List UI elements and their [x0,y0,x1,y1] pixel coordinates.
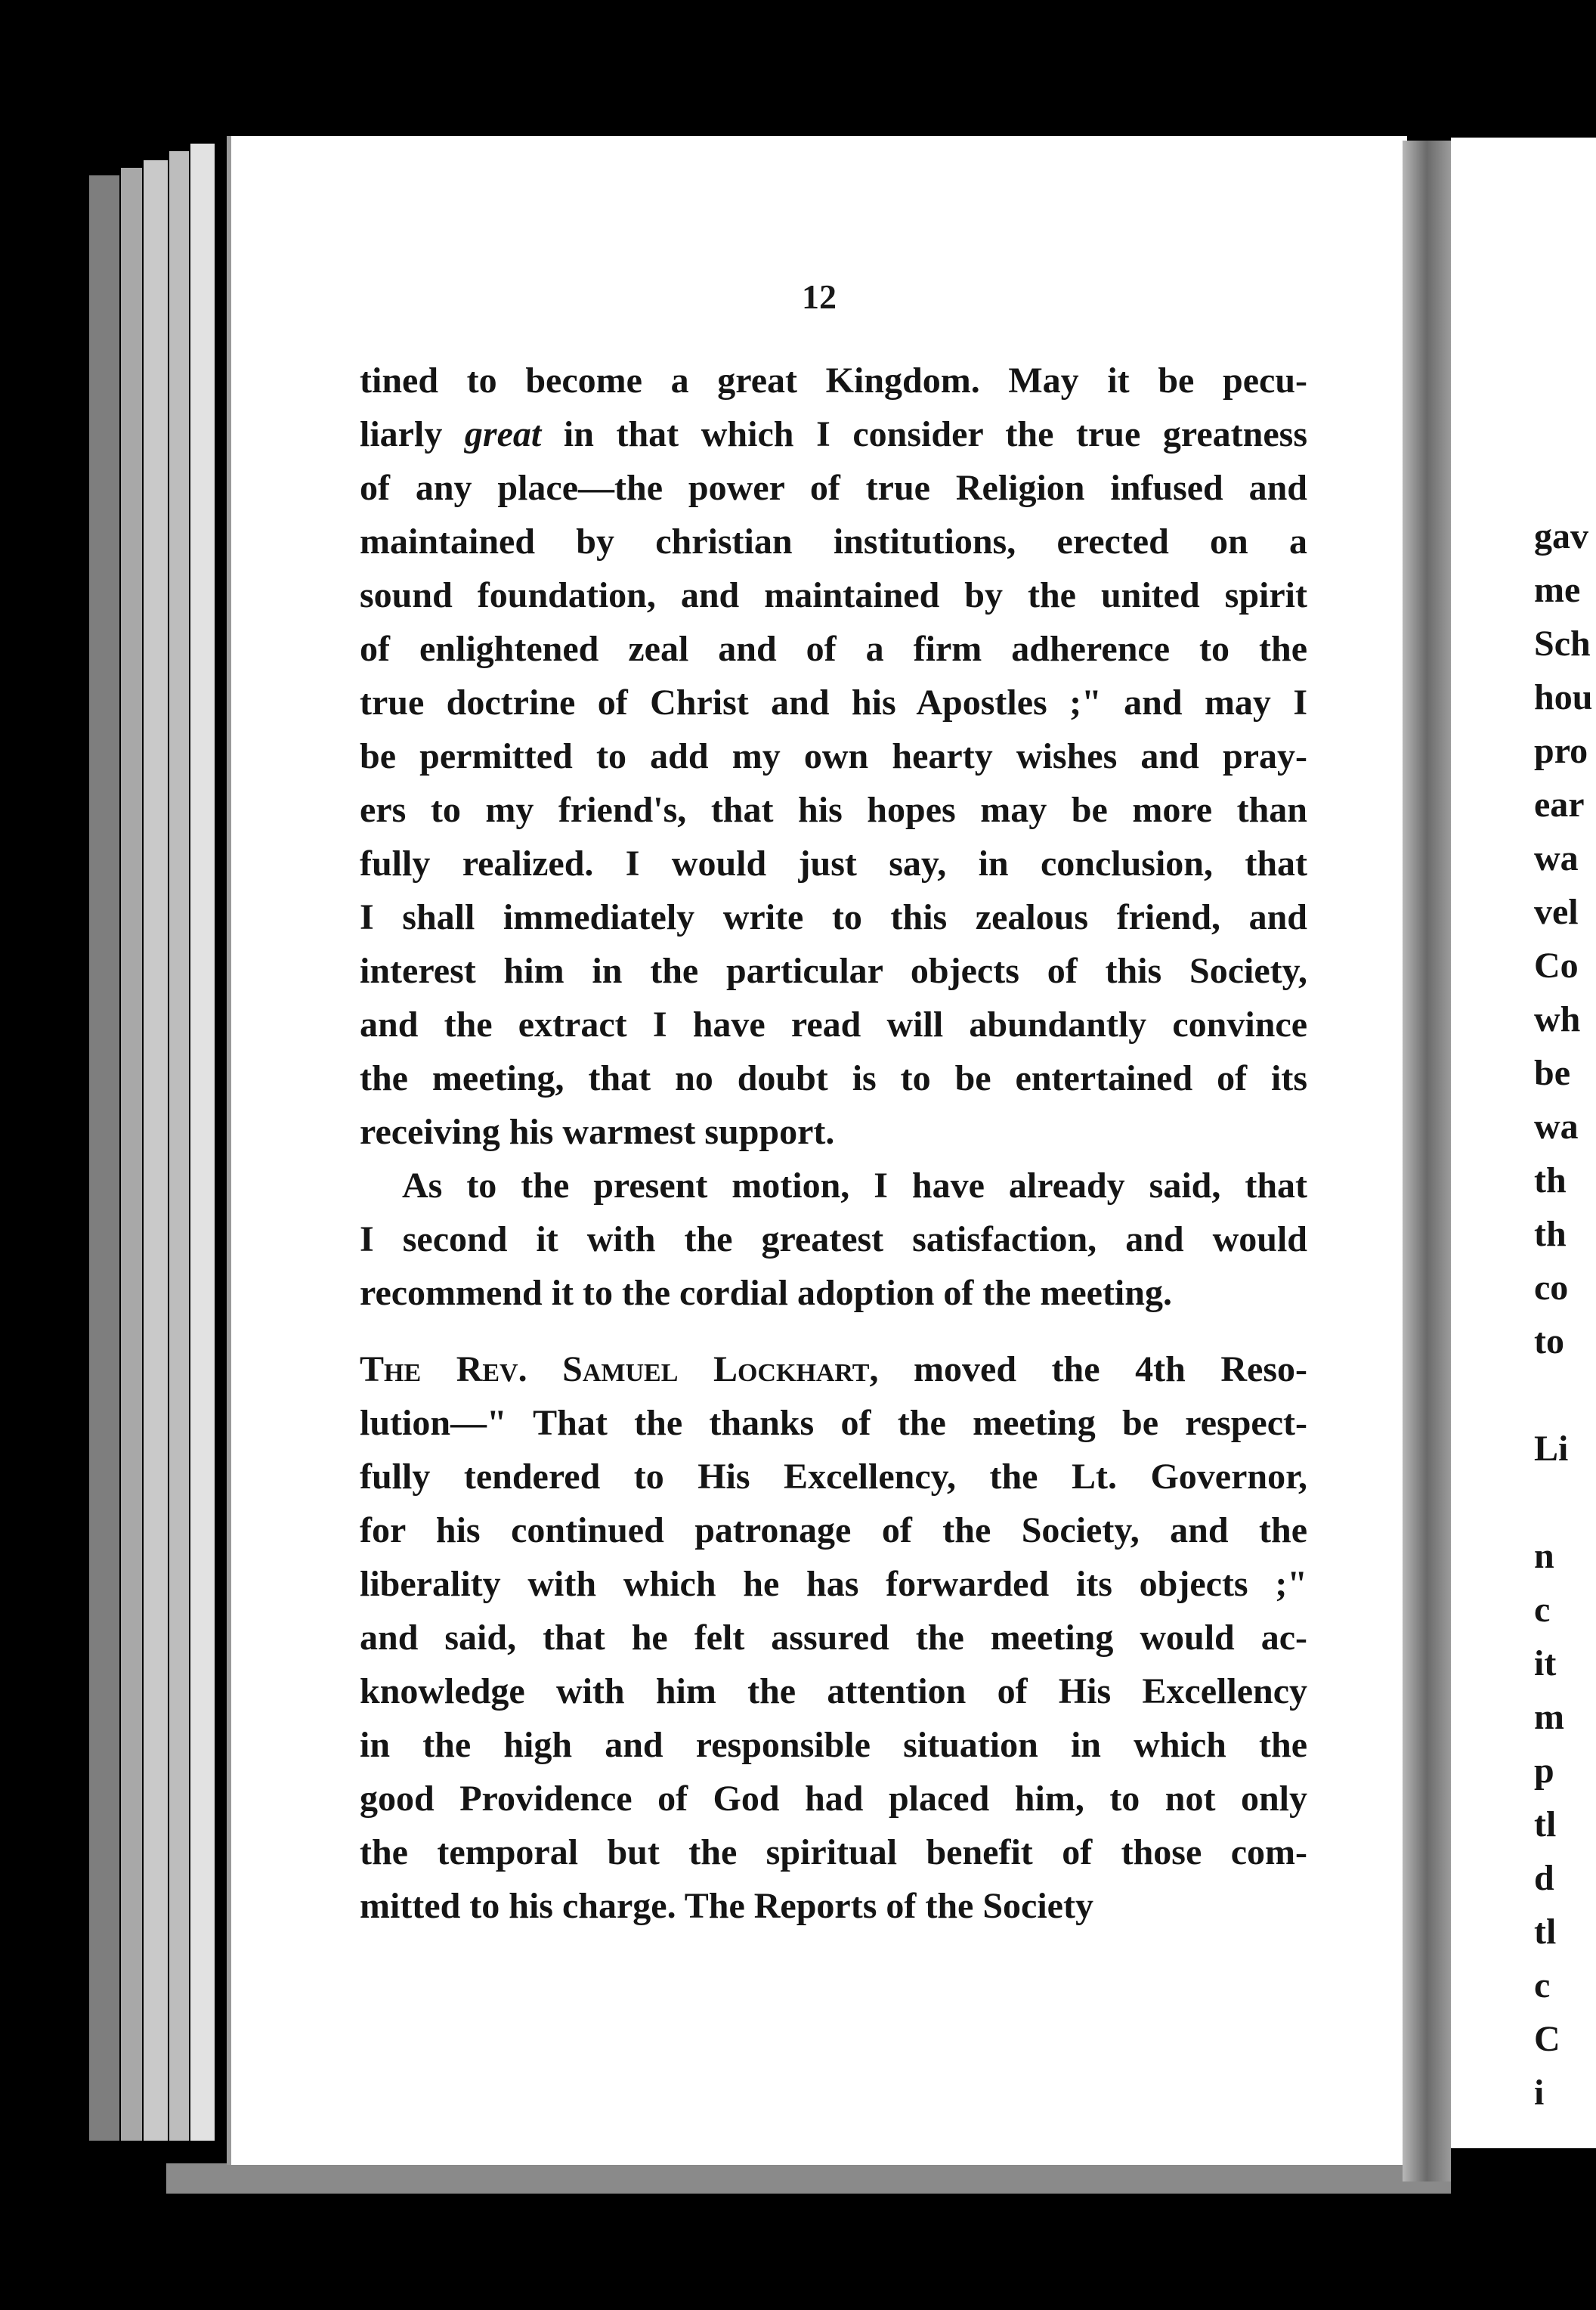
text-line: of any place—the power of true Religion infused and [360,468,1307,508]
paragraph [360,1159,1307,1320]
text-line: knowledge with him the attention of His Excellency [360,1671,1307,1711]
text-line: tined to become a great Kingdom. May it be pecu- [360,361,1307,401]
text-line: for his continued patronage of the Society, and the [360,1510,1307,1550]
book-edge [190,144,215,2141]
text-line: maintained by christian institutions, erected on a [360,522,1307,562]
book-edge [169,151,189,2141]
facing-text-fragment: pro [1534,731,1588,771]
facing-text-fragment: Co [1534,946,1579,986]
facing-text-fragment: th [1534,1160,1567,1200]
facing-text-fragment: c [1534,1590,1551,1630]
book-page [227,136,1407,2165]
facing-text-fragment [1534,1475,1596,1529]
facing-page-text [1534,509,1596,2120]
paragraph [360,354,1307,1159]
facing-text-fragment: ear [1534,785,1585,825]
facing-text-fragment: wh [1534,999,1581,1039]
facing-text-fragment: be [1534,1053,1570,1093]
book-edge [89,175,119,2141]
facing-text-fragment: n [1534,1536,1554,1576]
text-line: I second it with the greatest satisfaction, and would [360,1219,1307,1259]
facing-text-fragment: hou [1534,677,1593,717]
text-line: interest him in the particular objects of this Society, [360,951,1307,991]
text-line: the temporal but the spiritual benefit of those com- [360,1832,1307,1872]
facing-text-fragment: c [1534,1965,1551,2005]
facing-text-fragment: Li [1534,1429,1569,1469]
facing-text-fragment: p [1534,1751,1554,1791]
text-line: I shall immediately write to this zealous friend, and [360,897,1307,937]
text-line: of enlightened zeal and of a firm adherence to the [360,629,1307,669]
text-line: in the high and responsible situation in which the [360,1725,1307,1765]
facing-page [1451,138,1596,2148]
book-bottom-edge [166,2163,1451,2194]
facing-text-fragment: i [1534,2073,1545,2113]
facing-text-fragment: C [1534,2019,1560,2059]
facing-text-fragment: me [1534,570,1581,610]
facing-text-fragment: gav [1534,516,1588,556]
facing-text-fragment: Sch [1534,624,1591,664]
text-line: good Providence of God had placed him, to not only [360,1779,1307,1819]
facing-text-fragment [1534,1368,1596,1422]
text-line: and said, that he felt assured the meeting would ac- [360,1618,1307,1658]
text-line: recommend it to the cordial adoption of the meeting. [360,1273,1172,1313]
text-line: liarly great in that which I consider the true greatness [360,414,1307,454]
facing-text-fragment: wa [1534,1107,1579,1147]
facing-text-fragment: to [1534,1321,1564,1361]
text-line: ers to my friend's, that his hopes may be more than [360,790,1307,830]
text-line: sound foundation, and maintained by the united spirit [360,575,1307,615]
text-line: The Rev. Samuel Lockhart, moved the 4th Reso- [360,1349,1307,1389]
text-line: lution—" That the thanks of the meeting be respect- [360,1403,1307,1443]
text-line: As to the present motion, I have already said, that [402,1166,1307,1206]
facing-text-fragment: th [1534,1214,1567,1254]
text-line: be permitted to add my own hearty wishes and pray- [360,736,1307,776]
body-text [360,354,1307,1933]
text-line: true doctrine of Christ and his Apostles ;" and may I [360,683,1307,723]
text-line: liberality with which he has forwarded its objects ;" [360,1564,1307,1604]
book-gutter [1403,141,1451,2181]
facing-text-fragment: d [1534,1858,1554,1898]
book-edge [144,160,168,2141]
text-line: fully tendered to His Excellency, the Lt. Governor, [360,1457,1307,1497]
text-line: fully realized. I would just say, in conclusion, that [360,844,1307,884]
facing-text-fragment: m [1534,1697,1564,1737]
book-edge [121,168,142,2141]
facing-text-fragment: it [1534,1643,1557,1683]
paragraph [360,1342,1307,1933]
text-line: the meeting, that no doubt is to be entertained of its [360,1058,1307,1098]
facing-text-fragment: wa [1534,838,1579,878]
text-line: mitted to his charge. The Reports of the Society [360,1886,1093,1926]
facing-text-fragment: tl [1534,1804,1557,1844]
text-line: receiving his warmest support. [360,1112,835,1152]
facing-text-fragment: co [1534,1268,1569,1308]
facing-text-fragment: vel [1534,892,1579,932]
facing-text-fragment: tl [1534,1912,1557,1952]
text-line: and the extract I have read will abundantly convince [360,1005,1307,1045]
page-number: 12 [802,277,837,316]
